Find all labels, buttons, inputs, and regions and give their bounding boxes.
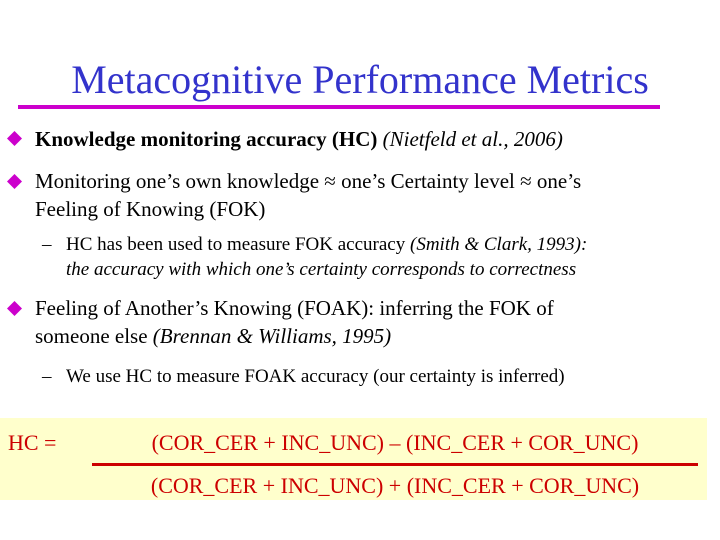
sub-bullet-hc-fok: HC has been used to measure FOK accuracy (Smith & Clark, 1993): the accuracy with which one’s certainty corresponds to correctness: [66, 234, 588, 280]
bullet-monitoring-own-knowledge: Monitoring one’s own knowledge ≈ one’s Certainty level ≈ one’s Feeling of Knowing (FOK): [35, 169, 582, 221]
diamond-bullet-icon: [7, 174, 22, 189]
slide-title: Metacognitive Performance Metrics: [71, 57, 649, 102]
bullet-foak: Feeling of Another’s Knowing (FOAK): inferring the FOK of someone else (Brennan & Williams, 1995): [35, 296, 554, 348]
sub-bullet-hc-foak: We use HC to measure FOAK accuracy (our certainty is inferred): [66, 366, 565, 387]
title-underline: [18, 105, 660, 109]
formula-denominator: (COR_CER + INC_UNC) + (INC_CER + COR_UNC): [150, 473, 640, 498]
formula-numerator: (COR_CER + INC_UNC) – (INC_CER + COR_UNC): [151, 430, 639, 455]
diamond-bullet-icon: [7, 131, 22, 146]
diamond-bullet-icon: [7, 301, 22, 316]
sub-bullet-dash: –: [42, 366, 52, 387]
fraction-bar: [92, 463, 698, 466]
sub-bullet-dash: –: [42, 234, 52, 255]
bullet-knowledge-monitoring: Knowledge monitoring accuracy (HC) (Nietfeld et al., 2006): [35, 127, 563, 151]
formula-label: HC =: [8, 430, 57, 455]
